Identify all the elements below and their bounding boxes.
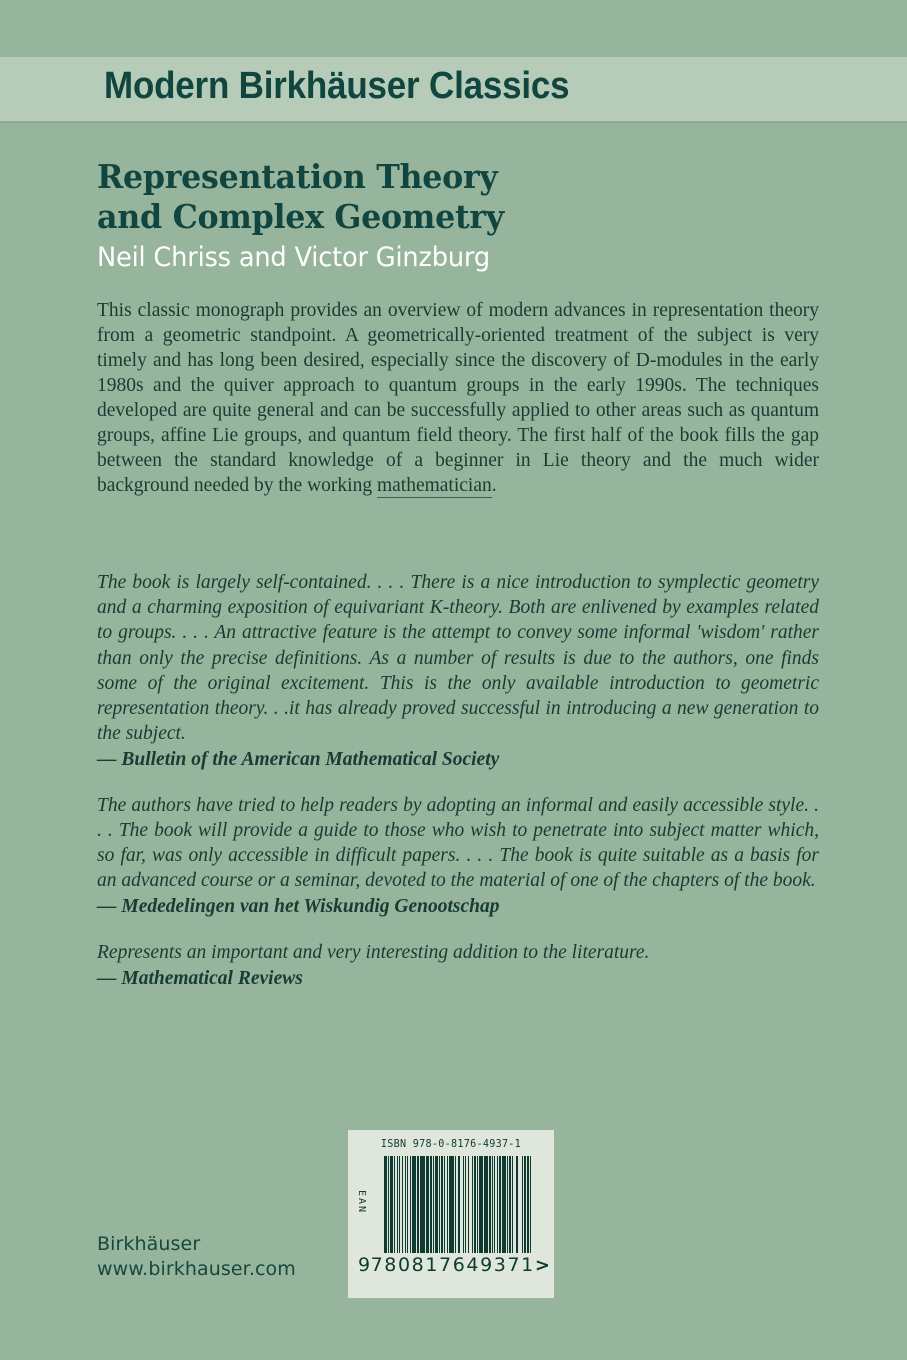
barcode-bars — [384, 1156, 532, 1253]
review-quotes — [97, 570, 819, 991]
title-block — [97, 157, 827, 274]
book-description-underlined-word: mathematician — [376, 475, 492, 496]
publisher-imprint — [97, 1232, 296, 1282]
book-title-line-1: Representation Theory — [97, 157, 498, 196]
review-quote-source: — Mededelingen van het Wiskundig Genootschap — [97, 896, 500, 918]
ean-label: EAN — [356, 1190, 367, 1215]
publisher-website[interactable]: www.birkhauser.com — [97, 1258, 296, 1280]
review-quote-text: The book is largely self-contained. . . . There is a nice introduction to symplectic geometry and a charming exposition of equivariant K-theory. Both are enlivened by examples related to groups. . . . An attractive feature is the attempt to convey some informal 'wisdom' rather than only the precise definitions. As a number of results is due to the authors, one finds some of the original excitement. This is the only available introduction to geometric representation theory. . .it has already proved successful in introducing a new generation to the subject. — [97, 572, 819, 745]
review-quote-text: Represents an important and very interesting addition to the literature. — [97, 941, 650, 963]
isbn-label: ISBN 978-0-8176-4937-1 — [380, 1137, 522, 1150]
barcode-digits — [352, 1254, 550, 1276]
barcode-caret-icon: > — [534, 1255, 551, 1276]
book-description — [97, 298, 819, 498]
book-description-tail: . — [491, 475, 497, 496]
review-quote — [97, 940, 819, 991]
barcode-digit-lead: 9 — [358, 1254, 371, 1276]
series-banner-band — [0, 57, 907, 123]
publisher-name: Birkhäuser — [97, 1233, 201, 1255]
barcode-bar — [531, 1156, 532, 1253]
review-quote-source: — Mathematical Reviews — [97, 967, 303, 989]
review-quote-source: — Bulletin of the American Mathematical Society — [97, 749, 500, 771]
book-authors: Neil Chriss and Victor Ginzburg — [97, 242, 490, 273]
review-quote-text: The authors have tried to help readers by adopting an informal and easily accessible style. . . . The book will provide a guide to those who wish to penetrate into subject matter which, so far, was only accessible in difficult papers. . . . The book is quite suitable as a basis for an advanced course or a seminar, devoted to the material of one of the chapters of the book. — [97, 794, 819, 892]
barcode-digits-main: 780817 — [370, 1254, 453, 1276]
series-banner-title: Modern Birkhäuser Classics — [104, 65, 570, 107]
book-description-text: This classic monograph provides an overview of modern advances in representation theory from a geometric standpoint. A geometrically-oriented treatment of the subject is very timely and has long been desired, especially since the discovery of D-modules in the early 1980s and the quiver approach to quantum groups in the early 1990s. The techniques developed are quite general and can be successfully applied to other areas such as quantum groups, affine Lie groups, and quantum field theory. The first half of the book fills the gap between the standard knowledge of a beginner in Lie theory and the much wider background needed by the working — [97, 300, 819, 496]
book-title-line-2: and Complex Geometry — [97, 197, 504, 236]
review-quote — [97, 793, 819, 920]
review-quote — [97, 570, 819, 773]
barcode-block — [348, 1130, 554, 1298]
barcode-digits-right: 649371 — [452, 1254, 535, 1276]
